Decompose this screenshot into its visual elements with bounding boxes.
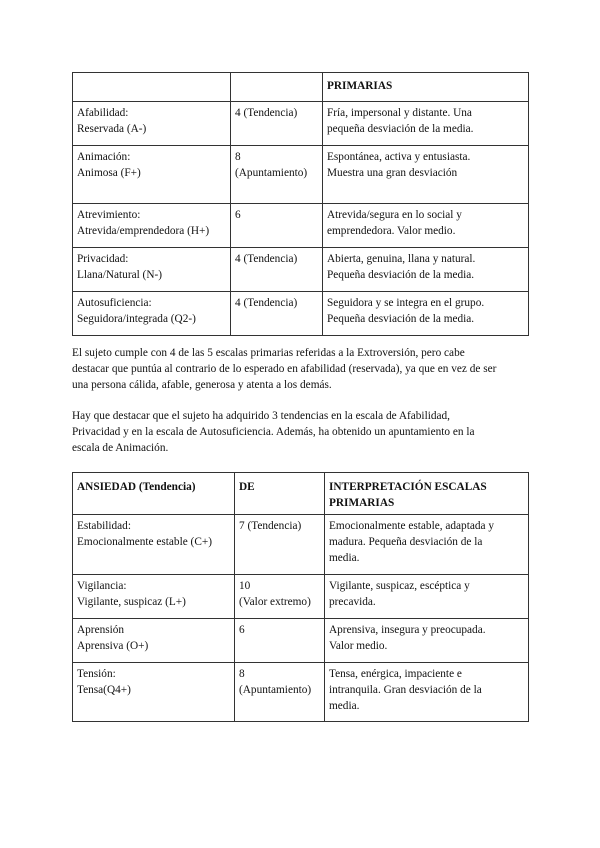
paragraph-line: El sujeto cumple con 4 de las 5 escalas primarias referidas a la Extroversión, pero cabe: [72, 347, 465, 359]
factor-pole: Llana/Natural (N-): [77, 269, 162, 281]
factor-cell: [73, 515, 235, 575]
description-cell: [323, 146, 529, 204]
description-line: media.: [329, 700, 360, 712]
table-row: [73, 515, 529, 575]
score-value: 8: [239, 668, 245, 680]
description-line: media.: [329, 552, 360, 564]
description-line: Muestra una gran desviación: [327, 167, 458, 179]
description-line: emprendedora. Valor medio.: [327, 225, 456, 237]
score-value: 8: [235, 151, 241, 163]
table-header-row: [73, 73, 529, 102]
table-header-row: [73, 473, 529, 515]
factor-cell: [73, 102, 231, 146]
description-line: Pequeña desviación de la media.: [327, 269, 475, 281]
paragraph-line: Hay que destacar que el sujeto ha adquirido 3 tendencias en la escala de Afabilidad,: [72, 410, 450, 422]
factor-cell: [73, 292, 231, 336]
factor-name: Privacidad:: [77, 253, 129, 265]
factor-name: Aprensión: [77, 624, 125, 636]
anxiety-scales-table: [72, 472, 529, 722]
score-cell: [231, 248, 323, 292]
factor-cell: [73, 204, 231, 248]
score-value: 7 (Tendencia): [239, 520, 302, 532]
score-cell: [235, 619, 325, 663]
score-value: 4 (Tendencia): [235, 253, 298, 265]
description-cell: [323, 292, 529, 336]
description-cell: [325, 575, 529, 619]
factor-pole: Seguidora/integrada (Q2-): [77, 313, 196, 325]
table-row: [73, 204, 529, 248]
score-note: (Apuntamiento): [239, 684, 312, 696]
header-text: DE: [239, 481, 255, 493]
description-line: Vigilante, suspicaz, escéptica y: [329, 580, 470, 592]
table-row: [73, 102, 529, 146]
description-line: Abierta, genuina, llana y natural.: [327, 253, 476, 265]
description-line: Tensa, enérgica, impaciente e: [329, 668, 462, 680]
description-line: precavida.: [329, 596, 376, 608]
score-value: 6: [235, 209, 241, 221]
factor-name: Vigilancia:: [77, 580, 127, 592]
factor-pole: Reservada (A-): [77, 123, 147, 135]
description-line: Seguidora y se integra en el grupo.: [327, 297, 485, 309]
description-line: Aprensiva, insegura y preocupada.: [329, 624, 486, 636]
paragraph-line: escala de Animación.: [72, 442, 169, 454]
description-line: intranquila. Gran desviación de la: [329, 684, 482, 696]
factor-pole: Tensa(Q4+): [77, 684, 131, 696]
table-row: [73, 619, 529, 663]
table-row: [73, 248, 529, 292]
description-cell: [325, 619, 529, 663]
factor-pole: Emocionalmente estable (C+): [77, 536, 212, 548]
score-value: 6: [239, 624, 245, 636]
factor-cell: [73, 248, 231, 292]
factor-name: Atrevimiento:: [77, 209, 141, 221]
header-cell: PRIMARIAS: [323, 73, 529, 102]
score-cell: [231, 146, 323, 204]
factor-pole: Atrevida/emprendedora (H+): [77, 225, 210, 237]
primary-scales-table: [72, 72, 529, 336]
score-value: 4 (Tendencia): [235, 297, 298, 309]
factor-pole: Vigilante, suspicaz (L+): [77, 596, 186, 608]
header-text: ANSIEDAD (Tendencia): [77, 481, 196, 493]
factor-name: Tensión:: [77, 668, 116, 680]
score-cell: [231, 292, 323, 336]
header-cell: [235, 473, 325, 515]
description-line: madura. Pequeña desviación de la: [329, 536, 483, 548]
score-cell: [231, 204, 323, 248]
score-cell: [235, 575, 325, 619]
paragraph-line: una persona cálida, afable, generosa y atenta a los demás.: [72, 379, 332, 391]
header-cell: [325, 473, 529, 515]
tendencies-paragraph: [72, 408, 532, 456]
factor-cell: [73, 663, 235, 722]
table-row: [73, 575, 529, 619]
description-cell: [325, 515, 529, 575]
description-cell: [325, 663, 529, 722]
factor-name: Afabilidad:: [77, 107, 129, 119]
description-line: Fría, impersonal y distante. Una: [327, 107, 472, 119]
header-cell: [231, 73, 323, 102]
description-line: pequeña desviación de la media.: [327, 123, 474, 135]
table-row: [73, 146, 529, 204]
factor-name: Autosuficiencia:: [77, 297, 152, 309]
score-value: 4 (Tendencia): [235, 107, 298, 119]
score-value: 10: [239, 580, 251, 592]
header-cell: [73, 73, 231, 102]
header-cell: [73, 473, 235, 515]
factor-pole: Aprensiva (O+): [77, 640, 149, 652]
description-cell: [323, 204, 529, 248]
extroversion-paragraph: [72, 345, 532, 393]
factor-cell: [73, 619, 235, 663]
factor-cell: [73, 575, 235, 619]
factor-name: Estabilidad:: [77, 520, 131, 532]
score-cell: [231, 102, 323, 146]
score-note: (Apuntamiento): [235, 167, 308, 179]
table-row: [73, 663, 529, 722]
description-line: Atrevida/segura en lo social y: [327, 209, 462, 221]
factor-cell: [73, 146, 231, 204]
score-cell: [235, 663, 325, 722]
description-line: Pequeña desviación de la media.: [327, 313, 475, 325]
factor-name: Animación:: [77, 151, 131, 163]
score-cell: [235, 515, 325, 575]
description-line: Espontánea, activa y entusiasta.: [327, 151, 471, 163]
table-row: [73, 292, 529, 336]
description-line: Emocionalmente estable, adaptada y: [329, 520, 494, 532]
header-text: INTERPRETACIÓN ESCALAS: [329, 481, 487, 493]
paragraph-line: Privacidad y en la escala de Autosuficiencia. Además, ha obtenido un apuntamiento en la: [72, 426, 475, 438]
description-line: Valor medio.: [329, 640, 388, 652]
description-cell: [323, 248, 529, 292]
header-text: PRIMARIAS: [329, 497, 395, 509]
paragraph-line: destacar que puntúa al contrario de lo esperado en afabilidad (reservada), ya que en vez de ser: [72, 363, 497, 375]
factor-pole: Animosa (F+): [77, 167, 141, 179]
score-note: (Valor extremo): [239, 596, 311, 608]
description-cell: [323, 102, 529, 146]
